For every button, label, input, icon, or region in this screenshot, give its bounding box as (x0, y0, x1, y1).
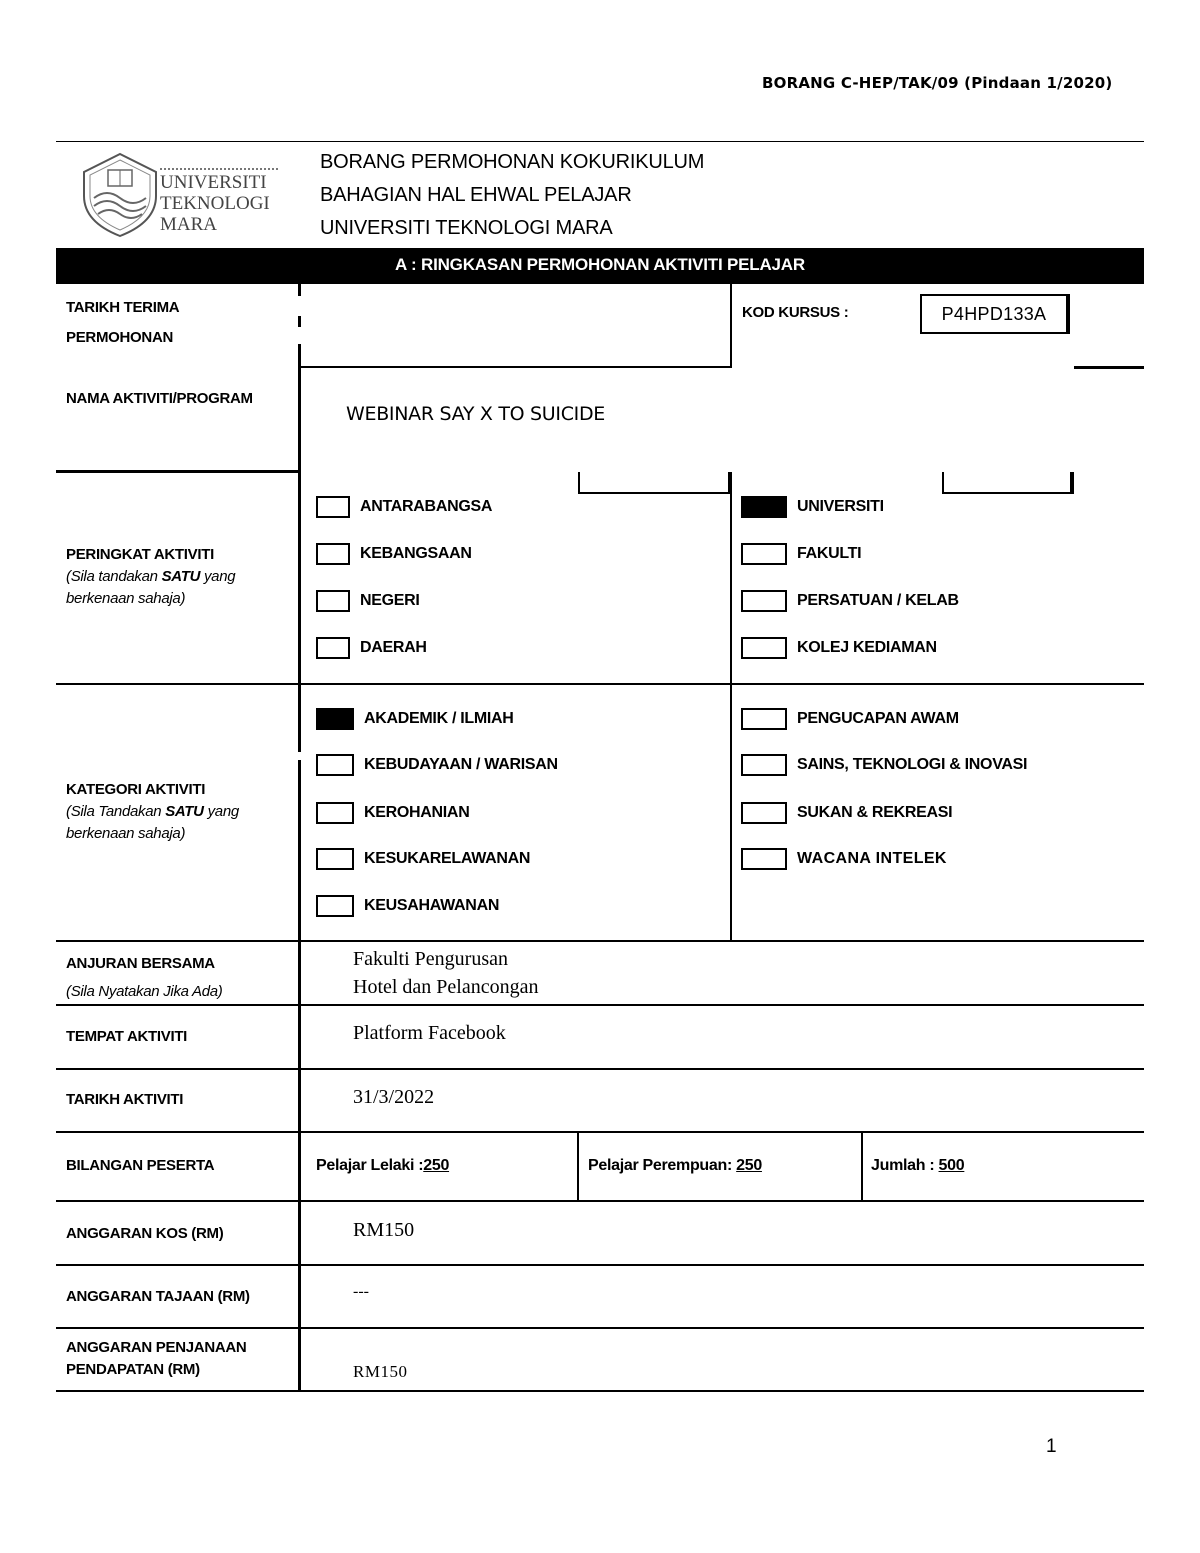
tempat-value: Platform Facebook (353, 1022, 506, 1044)
form-title (320, 146, 704, 245)
checkbox[interactable] (316, 590, 350, 612)
kategori-option[interactable]: SAINS, TEKNOLOGI & INOVASI (741, 752, 1027, 778)
title-line-3: UNIVERSITI TEKNOLOGI MARA (320, 217, 613, 239)
checkbox[interactable] (741, 496, 787, 518)
anjuran-value-line-2: Hotel dan Pelancongan (353, 976, 539, 998)
rule-2 (56, 470, 300, 473)
rule-8 (56, 1200, 1144, 1202)
logo-line-3: MARA (160, 214, 218, 235)
peringkat-label: PERINGKAT AKTIVITI (66, 546, 214, 563)
left-col-divider-a (298, 316, 301, 327)
perempuan-count: Pelajar Perempuan: 250 (588, 1157, 762, 1174)
peringkat-option[interactable]: ANTARABANGSA (316, 494, 492, 520)
rule-10 (56, 1327, 1144, 1329)
jumlah-count: Jumlah : 500 (871, 1157, 965, 1174)
tajaan-label: ANGGARAN TAJAAN (RM) (66, 1288, 250, 1305)
peringkat-note-1: (Sila tandakan SATU yang (66, 568, 236, 585)
checkbox[interactable] (316, 543, 350, 565)
checkbox[interactable] (741, 708, 787, 730)
mid-col-divider-2 (730, 472, 732, 941)
kod-kursus-label: KOD KURSUS : (742, 304, 849, 321)
checkbox[interactable] (316, 754, 354, 776)
tajaan-value: --- (353, 1283, 369, 1300)
kos-value: RM150 (353, 1219, 415, 1241)
kategori-option[interactable]: PENGUCAPAN AWAM (741, 706, 959, 732)
tarikh-aktiviti-label: TARIKH AKTIVITI (66, 1091, 184, 1108)
peringkat-option[interactable]: PERSATUAN / KELAB (741, 588, 959, 614)
kod-kursus-value: P4HPD133A (941, 303, 1047, 324)
kategori-label-block (66, 779, 239, 845)
kos-label: ANGGARAN KOS (RM) (66, 1225, 224, 1242)
checkbox[interactable] (741, 637, 787, 659)
empty-box-2 (942, 472, 1074, 494)
checkbox[interactable] (316, 802, 354, 824)
rule-11 (56, 1390, 1144, 1392)
bilangan-label: BILANGAN PESERTA (66, 1157, 215, 1174)
kategori-option[interactable]: AKADEMIK / ILMIAH (316, 706, 514, 732)
kategori-option[interactable]: KEBUDAYAAN / WARISAN (316, 752, 558, 778)
title-line-1: BORANG PERMOHONAN KOKURIKULUM (320, 151, 705, 173)
kategori-option[interactable]: SUKAN & REKREASI (741, 800, 952, 826)
anjuran-label: ANJURAN BERSAMA (66, 955, 215, 972)
anjuran-value (353, 945, 539, 1001)
kategori-option[interactable]: KEROHANIAN (316, 800, 469, 826)
rule-7 (56, 1131, 1144, 1133)
peringkat-option[interactable]: FAKULTI (741, 541, 861, 567)
rule-9 (56, 1264, 1144, 1266)
empty-box-1 (578, 472, 730, 494)
rule-1b (1074, 366, 1144, 369)
logo-arabic-script (160, 154, 278, 170)
pendapatan-value: RM150 (353, 1362, 408, 1381)
logo-line-2: TEKNOLOGI (160, 193, 270, 214)
kategori-label: KATEGORI AKTIVITI (66, 781, 206, 798)
title-line-2: BAHAGIAN HAL EHWAL PELAJAR (320, 184, 632, 206)
anjuran-note: (Sila Nyatakan Jika Ada) (66, 983, 223, 1000)
form-code: BORANG C-HEP/TAK/09 (Pindaan 1/2020) (762, 74, 1113, 92)
rule-6 (56, 1068, 1144, 1070)
perempuan-count-value: 250 (736, 1157, 762, 1174)
page-number: 1 (1046, 1436, 1057, 1457)
section-a-title: A : RINGKASAN PERMOHONAN AKTIVITI PELAJAR (395, 255, 805, 274)
lelaki-count: Pelajar Lelaki :250 (316, 1157, 450, 1174)
pendapatan-label: ANGGARAN PENJANAAN PENDAPATAN (RM) (66, 1339, 247, 1378)
kategori-note-1: (Sila Tandakan SATU yang (66, 803, 239, 820)
mid-col-divider-1 (730, 284, 732, 368)
peringkat-option[interactable]: DAERAH (316, 635, 427, 661)
checkbox[interactable] (316, 708, 354, 730)
left-col-divider-top (298, 284, 301, 296)
checkbox[interactable] (741, 848, 787, 870)
nama-aktiviti-label: NAMA AKTIVITI/PROGRAM (66, 390, 253, 407)
jumlah-count-value: 500 (938, 1157, 965, 1174)
kategori-option[interactable]: KESUKARELAWANAN (316, 846, 530, 872)
kategori-note-2: berkenaan sahaja) (66, 825, 186, 842)
crest-icon (80, 152, 160, 238)
left-col-divider-b (298, 344, 301, 752)
checkbox[interactable] (316, 848, 354, 870)
checkbox[interactable] (741, 802, 787, 824)
lelaki-count-value: 250 (423, 1157, 450, 1174)
rule-3 (56, 683, 1144, 685)
checkbox[interactable] (316, 496, 350, 518)
kod-kursus-box (920, 294, 1070, 334)
tarikh-terima-label: TARIKH TERIMA PERMOHONAN (66, 299, 180, 346)
checkbox[interactable] (741, 543, 787, 565)
kategori-option[interactable]: WACANA INTELEK (741, 846, 947, 872)
left-col-divider-c (298, 760, 301, 1392)
count-divider-2 (861, 1132, 863, 1201)
kategori-option[interactable]: KEUSAHAWANAN (316, 893, 499, 919)
peringkat-option[interactable]: NEGERI (316, 588, 420, 614)
logo-line-1: UNIVERSITI (160, 172, 267, 193)
rule-1 (300, 366, 730, 368)
tempat-label: TEMPAT AKTIVITI (66, 1028, 188, 1045)
uitm-logo (80, 152, 285, 238)
checkbox[interactable] (316, 895, 354, 917)
nama-aktiviti-value: WEBINAR SAY X TO SUICIDE (346, 403, 605, 425)
top-rule (56, 141, 1144, 142)
peringkat-option[interactable]: UNIVERSITI (741, 494, 884, 520)
checkbox[interactable] (316, 637, 350, 659)
tarikh-aktiviti-value: 31/3/2022 (353, 1086, 435, 1108)
peringkat-option[interactable]: KOLEJ KEDIAMAN (741, 635, 937, 661)
peringkat-note-2: berkenaan sahaja) (66, 590, 186, 607)
count-divider-1 (577, 1132, 579, 1201)
peringkat-label-block (66, 544, 235, 610)
checkbox[interactable] (741, 590, 787, 612)
anjuran-label-block (66, 950, 222, 1006)
rule-4 (56, 940, 1144, 942)
anjuran-value-line-1: Fakulti Pengurusan (353, 948, 508, 970)
checkbox[interactable] (741, 754, 787, 776)
peringkat-option[interactable]: KEBANGSAAN (316, 541, 472, 567)
